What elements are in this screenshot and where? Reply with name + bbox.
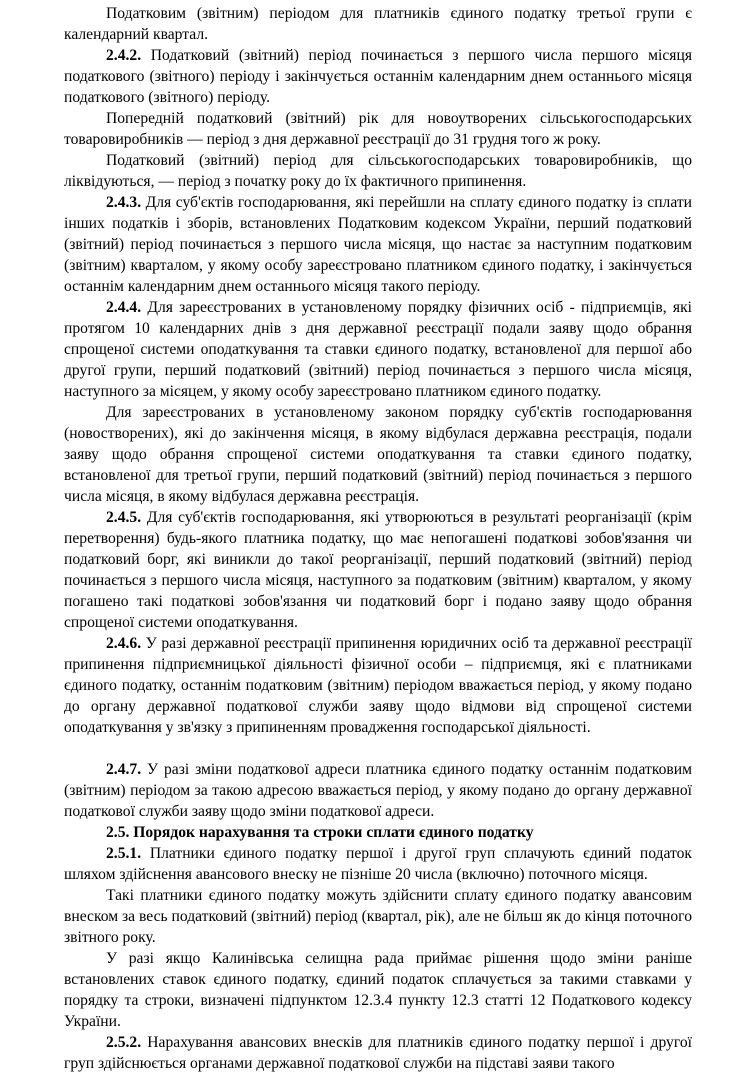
paragraph-text: Для зареєстрованих в установленому законом порядку суб'єктів господарювання (новостворених), які до закінчення місяця, в якому відбулася державна реєстрація, подали заяву щодо обрання спрощеної системи оподаткування та ставки єдиного податку, встановленої для третьої групи, перший податковий (звітний) період починається з першого числа місяця, в якому відбулася державна реєстрація.	[64, 404, 692, 505]
paragraph-text: Для зареєстрованих в установленому порядку фізичних осіб - підприємців, які протягом 10 календарних днів з дня державної реєстрації подали заяву щодо обрання спрощеної системи оподаткування та ставки єдиного податку, встановленої для першої або другої групи, перший податковий (звітний) період починається з першого числа місяця, наступного за місяцем, у якому особу зареєстровано платником єдиного податку.	[64, 299, 692, 400]
blank-line	[64, 738, 692, 759]
clause-number: 2.4.5.	[106, 509, 142, 526]
paragraph	[64, 192, 692, 297]
paragraph	[64, 843, 692, 885]
paragraph	[64, 108, 692, 150]
clause-number: 2.5.2.	[106, 1034, 142, 1051]
paragraph-text: Податковим (звітним) періодом для платників єдиного податку третьої групи є календарний квартал.	[64, 5, 692, 43]
paragraph	[64, 948, 692, 1032]
paragraph	[64, 3, 692, 45]
paragraph-text: Для суб'єктів господарювання, які перейшли на сплату єдиного податку із сплати інших податків і зборів, встановлених Податковим кодексом України, перший податковий (звітний) період починається з першого числа місяця, що настає за наступним податковим (звітним) кварталом, у якому особу зареєстровано платником єдиного податку, і закінчується останнім календарним днем останнього місяця такого періоду.	[64, 194, 692, 295]
clause-number: 2.5.1.	[106, 845, 142, 862]
paragraph	[64, 1032, 692, 1074]
paragraph-text: У разі зміни податкової адреси платника єдиного податку останнім податковим (звітним) періодом за такою адресою вважається період, у якому подано до органу державної податкової служби заяву щодо зміни податкової адреси.	[64, 761, 692, 820]
paragraph-text: Платники єдиного податку першої і другої груп сплачують єдиний податок шляхом здійснення авансового внеску не пізніше 20 числа (включно) поточного місяця.	[64, 845, 692, 883]
paragraph-text: Такі платники єдиного податку можуть здійснити сплату єдиного податку авансовим внеском за весь податковий (звітний) період (квартал, рік), але не більш як до кінця поточного звітного року.	[64, 887, 692, 946]
paragraph	[64, 507, 692, 633]
paragraph-text: Податковий (звітний) період для сільськогосподарських товаровиробників, що ліквідуються, — період з початку року до їх фактичного припинення.	[64, 152, 692, 190]
paragraph-text: У разі якщо Калинівська селищна рада приймає рішення щодо зміни раніше встановлених ставок єдиного податку, єдиний податок сплачується за такими ставками у порядку та строки, визначені підпунктом 12.3.4 пункту 12.3 статті 12 Податкового кодексу України.	[64, 950, 692, 1030]
clause-number: 2.4.7.	[106, 761, 142, 778]
paragraph-text: Попередній податковий (звітний) рік для новоутворених сільськогосподарських товаровиробників — період з дня державної реєстрації до 31 грудня того ж року.	[64, 110, 692, 148]
paragraph	[64, 150, 692, 192]
clause-number: 2.4.2.	[106, 47, 142, 64]
paragraph	[64, 45, 692, 108]
paragraph-text: Податковий (звітний) період починається з першого числа першого місяця податкового (звітного) періоду і закінчується останнім календарним днем останнього місяця податкового (звітного) періоду.	[64, 47, 692, 106]
paragraph	[64, 297, 692, 402]
paragraph-text: У разі державної реєстрації припинення юридичних осіб та державної реєстрації припинення підприємницької діяльності фізичної особи – підприємця, які є платниками єдиного податку, останнім податковим (звітним) періодом вважається період, у якому подано до органу державної податкової служби заяву щодо відмови від спрощеної системи оподаткування у зв'язку з припиненням провадження господарської діяльності.	[64, 635, 693, 736]
paragraph	[64, 402, 692, 507]
paragraph	[64, 759, 692, 822]
section-heading: 2.5. Порядок нарахування та строки сплати єдиного податку	[106, 824, 534, 841]
clause-number: 2.4.3.	[106, 194, 142, 211]
paragraph	[64, 885, 692, 948]
paragraph-text: Нарахування авансових внесків для платників єдиного податку першої і другої груп здійснюється органами державної податкової служби на підставі заяви такого	[64, 1034, 692, 1072]
clause-number: 2.4.6.	[106, 635, 142, 652]
clause-number: 2.4.4.	[106, 299, 142, 316]
paragraph-text: Для суб'єктів господарювання, які утворюються в результаті реорганізації (крім перетворення) будь-якого платника податку, що має непогашені податкові зобов'язання чи податковий борг, які виникли до такої реорганізації, перший податковий (звітний) період починається з першого числа місяця, наступного за податковим (звітним) кварталом, у якому погашено такі податкові зобов'язання чи податковий борг і подано заяву щодо обрання спрощеної системи оподаткування.	[64, 509, 692, 631]
paragraph	[64, 633, 692, 738]
